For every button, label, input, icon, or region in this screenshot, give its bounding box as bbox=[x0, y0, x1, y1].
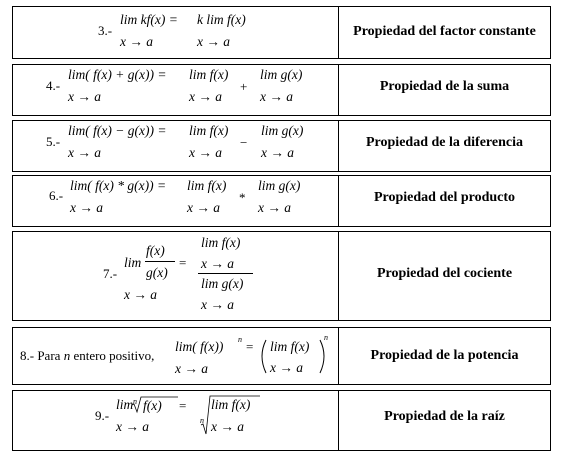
row-7-equals: = bbox=[179, 255, 187, 270]
row-6-operator: * bbox=[239, 190, 246, 205]
row-3-lhs-top: lim kf(x) = bbox=[120, 12, 178, 27]
row-9-rhs-bottom: x → a bbox=[211, 419, 244, 434]
cell-row-7-formula bbox=[13, 232, 339, 321]
row-7-fraction-bar bbox=[145, 261, 175, 262]
row-7-rhs-den-bottom: x → a bbox=[201, 297, 234, 312]
row-7-number: 7.- bbox=[103, 266, 118, 281]
row-8-rhs-exponent: n bbox=[324, 333, 328, 342]
row-6-rhs1-bottom: x → a bbox=[187, 200, 220, 215]
row-4-lhs-bottom: x → a bbox=[68, 89, 101, 104]
right-paren bbox=[320, 340, 324, 373]
row-6-rhs1-top: lim f(x) bbox=[187, 178, 227, 193]
cell-row-9-formula bbox=[13, 391, 339, 451]
row-6-rhs2-bottom: x → a bbox=[258, 200, 291, 215]
row-9-lhs-bottom: x → a bbox=[116, 419, 149, 434]
row-7-frac-den: g(x) bbox=[146, 265, 168, 280]
left-paren bbox=[262, 340, 266, 373]
row-7-rhs-fraction-bar bbox=[198, 273, 253, 274]
row-5-operator: − bbox=[240, 135, 248, 150]
row-9-rhs-top: lim f(x) bbox=[211, 397, 251, 412]
row-9-number: 9.- bbox=[95, 408, 110, 423]
row-5-rhs2-bottom: x → a bbox=[261, 145, 294, 160]
row-4-rhs2-bottom: x → a bbox=[260, 89, 293, 104]
row-6-lhs-bottom: x → a bbox=[70, 200, 103, 215]
row-7-rhs-den-top: lim g(x) bbox=[201, 276, 244, 291]
row-6-rhs2-top: lim g(x) bbox=[258, 178, 301, 193]
row-7-rhs-num-bottom: x → a bbox=[201, 256, 234, 271]
row-7-frac-num: f(x) bbox=[146, 243, 165, 258]
row-5-number: 5.- bbox=[46, 134, 61, 149]
row-9-lhs-lim: lim bbox=[116, 397, 134, 412]
row-6-property: Propiedad del producto bbox=[373, 190, 516, 205]
row-3-rhs-top: k lim f(x) bbox=[197, 12, 246, 27]
row-9-property: Propiedad de la raíz bbox=[384, 409, 505, 424]
row-9-rhs-root-index: n bbox=[200, 416, 204, 425]
row-4-property: Propiedad de la suma bbox=[379, 79, 510, 94]
row-6-number: 6.- bbox=[49, 188, 64, 203]
row-5-rhs1-top: lim f(x) bbox=[189, 123, 229, 138]
row-8-lhs-bottom: x → a bbox=[175, 361, 208, 376]
row-7-lhs-bottom: x → a bbox=[124, 287, 157, 302]
row-4-lhs-top: lim( f(x) + g(x)) = bbox=[68, 67, 167, 82]
row-7-property: Propiedad del cociente bbox=[376, 266, 513, 281]
row-9-lhs-root-index: n bbox=[133, 397, 137, 406]
row-8-property: Propiedad de la potencia bbox=[370, 348, 519, 363]
row-6-lhs-top: lim( f(x) * g(x)) = bbox=[70, 178, 167, 193]
row-3-property: Propiedad del factor constante bbox=[353, 24, 536, 39]
row-5-rhs1-bottom: x → a bbox=[189, 145, 222, 160]
row-5-lhs-top: lim( f(x) − g(x)) = bbox=[68, 123, 167, 138]
row-7-rhs-num-top: lim f(x) bbox=[201, 235, 241, 250]
row-8-equals: = bbox=[246, 339, 254, 354]
row-5-rhs2-top: lim g(x) bbox=[261, 123, 304, 138]
row-4-number: 4.- bbox=[46, 78, 61, 93]
row-8-number-prefix: 8.- Para n entero positivo, bbox=[20, 348, 155, 363]
row-8-rhs-top: lim f(x) bbox=[270, 339, 310, 354]
row-8-exponent: n bbox=[238, 335, 242, 344]
row-9-equals: = bbox=[179, 398, 187, 413]
row-4-rhs2-top: lim g(x) bbox=[260, 67, 303, 82]
row-4-rhs1-top: lim f(x) bbox=[189, 67, 229, 82]
row-7-lim: lim bbox=[124, 255, 142, 270]
row-5-property: Propiedad de la diferencia bbox=[366, 135, 523, 150]
row-8-rhs-bottom: x → a bbox=[270, 360, 303, 375]
row-4-rhs1-bottom: x → a bbox=[189, 89, 222, 104]
row-8-lhs-top: lim( f(x)) bbox=[175, 339, 224, 354]
row-8-n: n bbox=[63, 348, 71, 363]
row-3-rhs-bottom: x → a bbox=[197, 34, 230, 49]
row-3-number: 3.- bbox=[98, 23, 113, 38]
row-9-lhs-radicand: f(x) bbox=[143, 398, 162, 413]
row-3-lhs-bottom: x → a bbox=[120, 34, 153, 49]
row-4-operator: + bbox=[240, 79, 248, 94]
row-5-lhs-bottom: x → a bbox=[68, 145, 101, 160]
